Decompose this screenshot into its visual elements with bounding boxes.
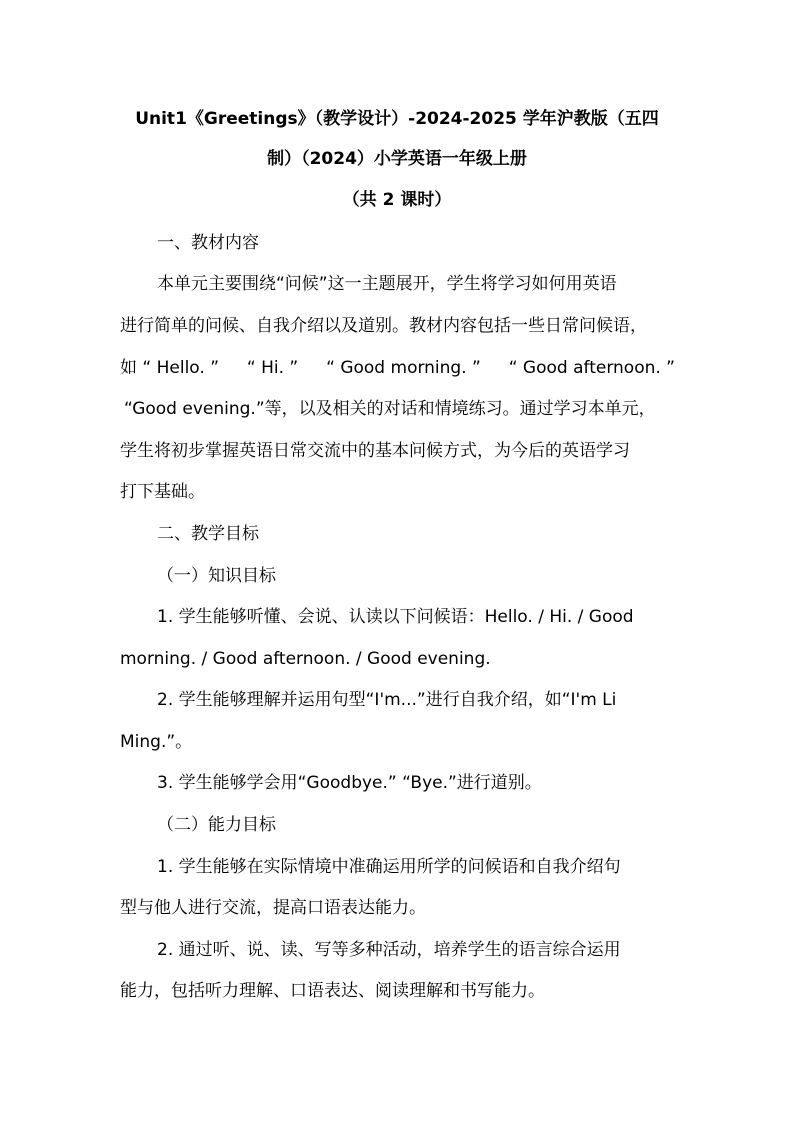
subsection-heading-ability: （二）能力目标 — [157, 815, 276, 835]
list-item-cont: morning. / Good afternoon. / Good evening. — [120, 649, 491, 669]
paragraph-line: 进行简单的问候、自我介绍以及道别。教材内容包括一些日常问候语， — [120, 316, 647, 336]
doc-title-line-2: 制）（2024）小学英语一年级上册 — [267, 149, 527, 169]
list-item: 2. 通过听、说、读、写等多种活动，培养学生的语言综合运用 — [157, 940, 621, 960]
paragraph-line: “Good evening.”等，以及相关的对话和情境练习。通过学习本单元， — [124, 399, 656, 419]
subsection-heading-knowledge: （一）知识目标 — [157, 566, 276, 586]
section-heading-objectives: 二、教学目标 — [157, 524, 259, 544]
paragraph-line: 学生将初步掌握英语日常交流中的基本问候方式，为今后的英语学习 — [120, 441, 630, 461]
greeting-example: 如 “ Hello. ” — [120, 358, 220, 378]
paragraph-line-greetings — [120, 357, 675, 379]
greeting-example: “ Hi. ” — [246, 358, 299, 378]
list-item: 3. 学生能够学会用“Goodbye.” “Bye.”进行道别。 — [157, 773, 542, 793]
list-item: 2. 学生能够理解并运用句型“I'm...”进行自我介绍，如“I'm Li — [157, 690, 617, 710]
doc-title-line-3: （共 2 课时） — [342, 190, 452, 210]
greeting-example: “ Good afternoon. ” — [508, 358, 675, 378]
doc-title-line-1: Unit1《Greetings》（教学设计）-2024-2025 学年沪教版（五四 — [135, 109, 659, 129]
paragraph-line: 打下基础。 — [120, 482, 205, 502]
section-heading-materials: 一、教材内容 — [157, 233, 259, 253]
list-item-cont: 能力，包括听力理解、口语表达、阅读理解和书写能力。 — [120, 981, 545, 1001]
list-item-cont: Ming.”。 — [120, 732, 193, 752]
list-item: 1. 学生能够在实际情境中准确运用所学的问候语和自我介绍句 — [157, 857, 621, 877]
greeting-example: “ Good morning. ” — [326, 358, 481, 378]
paragraph-line: 本单元主要围绕“问候”这一主题展开，学生将学习如何用英语 — [157, 274, 617, 294]
list-item-cont: 型与他人进行交流，提高口语表达能力。 — [120, 898, 426, 918]
list-item: 1. 学生能够听懂、会说、认读以下问候语：Hello. / Hi. / Good — [157, 607, 634, 627]
